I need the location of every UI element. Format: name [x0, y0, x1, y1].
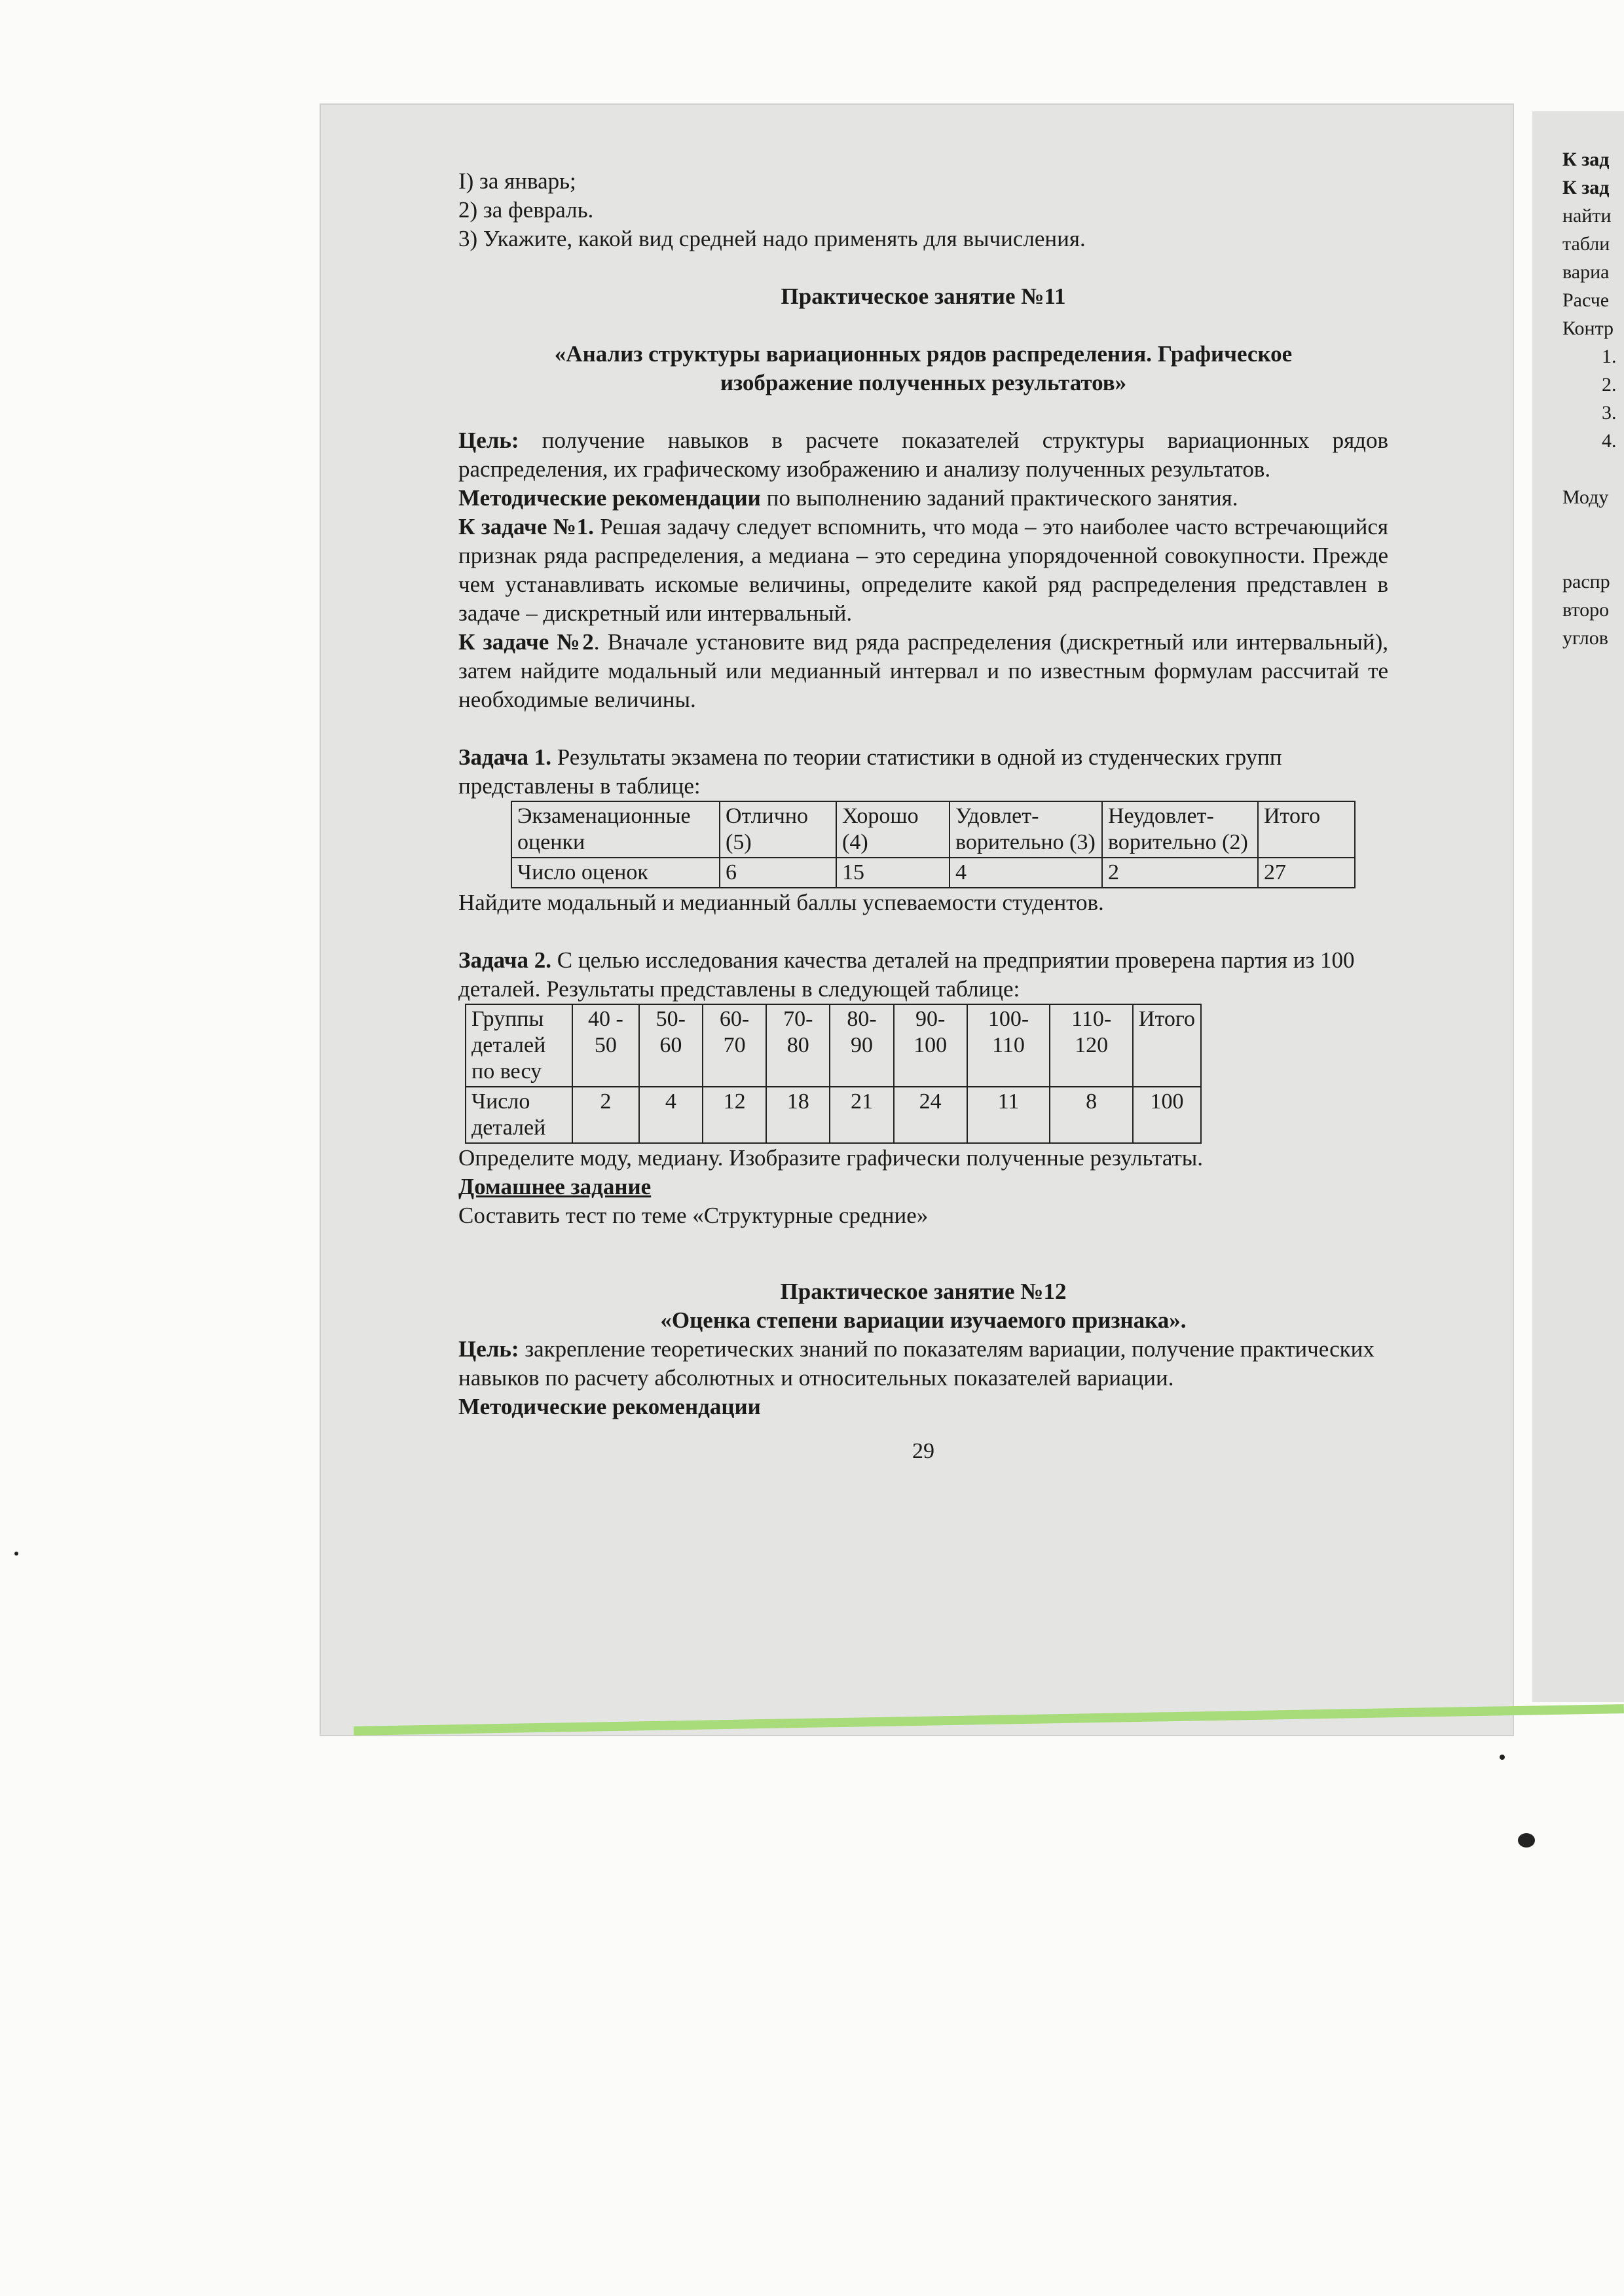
homework-text: Составить тест по теме «Структурные средние» — [458, 1203, 929, 1228]
fragment: табли — [1562, 233, 1610, 255]
table-cell: 27 — [1258, 858, 1355, 888]
table-cell: 4 — [950, 858, 1102, 888]
fragment: второ — [1562, 599, 1610, 621]
fragment: К зад — [1562, 149, 1610, 170]
table-cell: 18 — [766, 1087, 830, 1143]
goal-paragraph — [458, 1335, 1388, 1393]
table-row — [511, 858, 1355, 888]
table-cell: 100- 110 — [967, 1004, 1050, 1087]
task1-label: Задача 1. — [458, 744, 552, 770]
goal-paragraph — [458, 426, 1388, 484]
table-header-row — [511, 801, 1355, 858]
task1-hint-text: Решая задачу следует вспомнить, что мода – это наиболее часто встречающийся признак ряда распределения, а медиана – это середина упорядоченной совокупности. Прежде чем устанавливать искомые величины, определите какой ряд распределения представлен в задаче – дискретный или интервальный. — [458, 514, 1389, 626]
table-cell: Неудовлет-ворительно (2) — [1102, 801, 1258, 858]
task2-statement — [458, 946, 1388, 1004]
lesson-title: «Анализ структуры вариационных рядов распределения. Графическое — [554, 341, 1293, 367]
fragment: углов — [1562, 627, 1608, 649]
table-cell: Итого — [1258, 801, 1355, 858]
task2-label: Задача 2. — [458, 947, 552, 973]
table-cell: Удовлет-ворительно (3) — [950, 801, 1102, 858]
lesson-title: «Оценка степени вариации изучаемого признака». — [660, 1307, 1187, 1333]
table-cell: 11 — [967, 1087, 1050, 1143]
task1-hint — [458, 513, 1388, 628]
table-cell: 8 — [1050, 1087, 1133, 1143]
lesson-heading: Практическое занятие №11 — [781, 283, 1066, 309]
lesson-heading: Практическое занятие №12 — [780, 1279, 1067, 1304]
goal-label: Цель: — [458, 1336, 519, 1362]
fragment: найти — [1562, 205, 1612, 227]
table-cell: 50- 60 — [639, 1004, 703, 1087]
lesson-title: изображение полученных результатов» — [720, 370, 1127, 395]
page-number: 29 — [912, 1439, 934, 1463]
table-cell: 60- 70 — [703, 1004, 766, 1087]
task1-hint-label: К задаче №1. — [458, 514, 594, 539]
table-cell: 80- 90 — [830, 1004, 893, 1087]
list-item: 3) Укажите, какой вид средней надо применять для вычисления. — [458, 226, 1086, 251]
ink-blot — [1518, 1833, 1535, 1848]
table-cell: Экзаменационные оценки — [511, 801, 720, 858]
table-cell: Группы деталей по весу — [466, 1004, 572, 1087]
table-cell: 90- 100 — [894, 1004, 967, 1087]
fragment — [1562, 539, 1624, 568]
task2-hint-text: . Вначале установите вид ряда распределения (дискретный или интервальный), затем найдите модальный или медианный интервал и по известным формулам рассчитай те необходимые величины. — [458, 629, 1388, 712]
table-cell: 2 — [572, 1087, 639, 1143]
list-item: 2) за февраль. — [458, 197, 594, 223]
exam-results-table — [511, 801, 1356, 888]
table-cell: 2 — [1102, 858, 1258, 888]
list-item: I) за январь; — [458, 168, 576, 194]
fragment — [1562, 455, 1624, 483]
goal-text: закрепление теоретических знаний по показателям вариации, получение практических навыков по расчету абсолютных и относительных показателей вариации. — [458, 1336, 1375, 1391]
fragment: распр — [1562, 571, 1610, 592]
task1-statement — [458, 743, 1388, 801]
table-cell: Хорошо (4) — [836, 801, 950, 858]
table-cell: 40 - 50 — [572, 1004, 639, 1087]
goal-label: Цель: — [458, 428, 519, 453]
table-cell: 21 — [830, 1087, 893, 1143]
table-row — [466, 1087, 1201, 1143]
fragment: Расче — [1562, 289, 1610, 311]
task2-question: Определите моду, медиану. Изобразите графически полученные результаты. — [458, 1145, 1204, 1171]
task2-hint-label: К задаче №2 — [458, 629, 594, 655]
method-label: Методические рекомендации — [458, 485, 761, 511]
fragment: 3. — [1602, 402, 1617, 424]
parts-weight-table — [465, 1004, 1202, 1144]
fragment: Контр — [1562, 318, 1614, 339]
fragment: 1. — [1602, 346, 1617, 367]
table-cell: 70- 80 — [766, 1004, 830, 1087]
table-cell: 4 — [639, 1087, 703, 1143]
fragment: вариа — [1562, 261, 1610, 283]
fragment: Моду — [1562, 486, 1609, 508]
table-cell: 110- 120 — [1050, 1004, 1133, 1087]
table-cell: 12 — [703, 1087, 766, 1143]
table-cell: Число деталей — [466, 1087, 572, 1143]
fragment: 2. — [1602, 374, 1617, 395]
method-paragraph — [458, 484, 1388, 513]
fragment — [1562, 511, 1624, 539]
task2-hint — [458, 628, 1388, 714]
task1-question: Найдите модальный и медианный баллы успеваемости студентов. — [458, 890, 1104, 915]
ink-dot — [1500, 1755, 1505, 1760]
table-cell: 100 — [1133, 1087, 1201, 1143]
page-content — [458, 167, 1388, 1466]
method-label: Методические рекомендации — [458, 1394, 761, 1419]
table-cell: Число оценок — [511, 858, 720, 888]
method-text: по выполнению заданий практического занятия. — [766, 485, 1238, 511]
facing-page-text — [1562, 145, 1624, 652]
task1-text: Результаты экзамена по теории статистики в одной из студенческих групп представлены в таблице: — [458, 744, 1282, 799]
table-cell: 24 — [894, 1087, 967, 1143]
table-cell: Итого — [1133, 1004, 1201, 1087]
table-cell: 15 — [836, 858, 950, 888]
fragment: К зад — [1562, 177, 1610, 198]
table-header-row — [466, 1004, 1201, 1087]
table-cell: 6 — [720, 858, 836, 888]
task2-text: С целью исследования качества деталей на предприятии проверена партия из 100 деталей. Результаты представлены в следующей таблице: — [458, 947, 1355, 1002]
ink-dot — [14, 1552, 18, 1556]
table-cell: Отлично (5) — [720, 801, 836, 858]
homework-label: Домашнее задание — [458, 1174, 652, 1199]
fragment: 4. — [1602, 430, 1617, 452]
goal-text: получение навыков в расчете показателей структуры вариационных рядов распределения, их графическому изображению и анализу полученных результатов. — [458, 428, 1389, 482]
